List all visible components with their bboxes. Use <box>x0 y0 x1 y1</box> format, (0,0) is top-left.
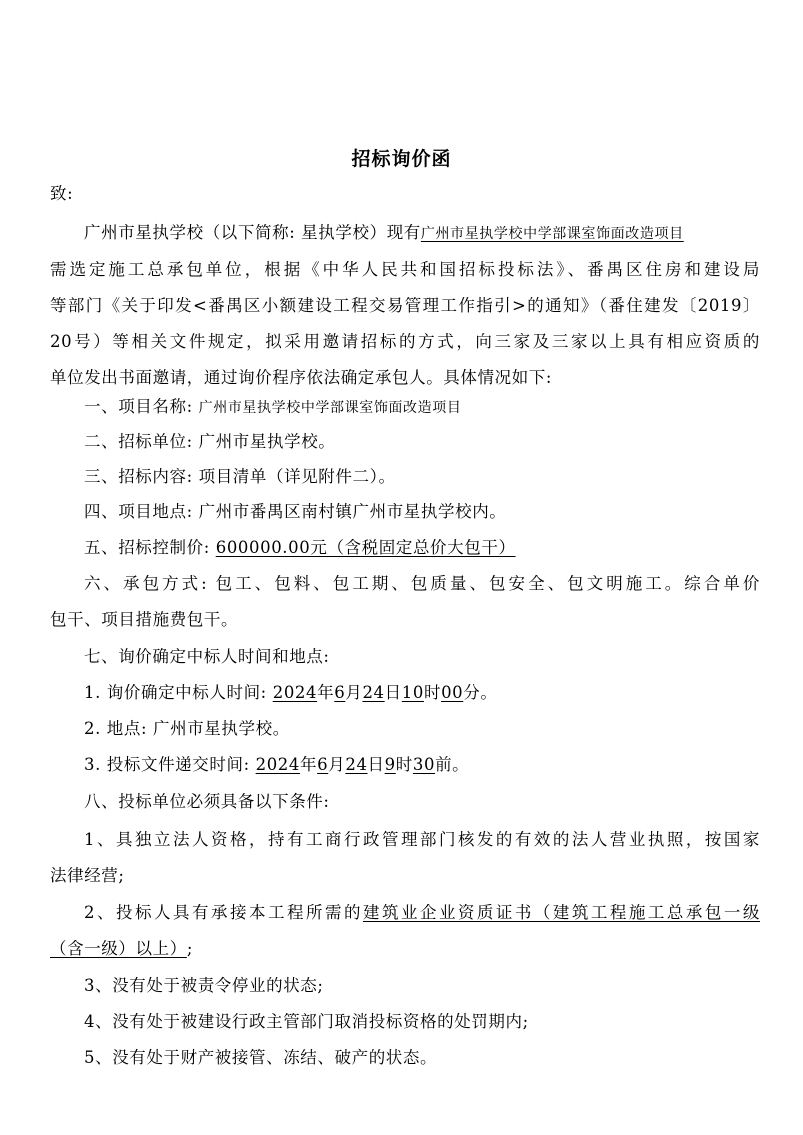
condition-5: 5、没有处于财产被接管、冻结、破产的状态。 <box>84 1048 438 1067</box>
item-control-price <box>84 534 760 558</box>
minute-unit: 分。 <box>463 683 498 702</box>
item-value: 广州市星执学校中学部课室饰面改造项目 <box>198 400 462 416</box>
hour-unit: 时 <box>423 683 442 702</box>
condition-2-line-2 <box>50 935 760 959</box>
item-label: 五、招标控制价: <box>84 538 210 557</box>
month-unit: 月 <box>345 683 363 702</box>
submission-time-label: 3. 投标文件递交时间: <box>84 755 250 774</box>
submission-hour: 9 <box>384 755 396 774</box>
condition-2-line-1 <box>84 899 760 923</box>
hour-unit: 时 <box>395 755 413 774</box>
award-month: 6 <box>334 683 346 702</box>
submission-time <box>84 751 760 775</box>
item-tender-content: 三、招标内容: 项目清单（详见附件二）。 <box>84 467 396 486</box>
month-unit: 月 <box>328 755 346 774</box>
control-price-value: 600000.00元（含税固定总价大包干） <box>215 538 516 557</box>
item-bidder-conditions: 八、投标单位必须具备以下条件: <box>84 792 330 811</box>
item-project-location: 四、项目地点: 广州市番禺区南村镇广州市星执学校内。 <box>84 502 507 521</box>
intro-line-2: 需选定施工总承包单位，根据《中华人民共和国招标投标法》、番禺区住房和建设局 <box>50 260 760 279</box>
minute-unit: 前。 <box>435 755 470 774</box>
project-name-underlined: 广州市星执学校中学部课室饰面改造项目 <box>420 226 684 242</box>
submission-month: 6 <box>317 755 329 774</box>
salutation: 致: <box>50 184 74 203</box>
qualification-requirement: 建筑业企业资质证书（建筑工程施工总承包一级 <box>362 903 760 922</box>
condition-1-line-1: 1、具独立法人资格，持有工商行政管理部门核发的有效的法人营业执照，按国家 <box>84 830 760 849</box>
submission-day: 24 <box>345 755 368 774</box>
item-project-name <box>84 393 760 417</box>
item-label: 一、项目名称: <box>84 397 193 416</box>
item-time-and-place: 七、询价确定中标人时间和地点: <box>84 647 330 666</box>
award-place: 2. 地点: 广州市星执学校。 <box>84 719 290 738</box>
intro-line-5: 单位发出书面邀请，通过询价程序依法确定承包人。具体情况如下: <box>50 368 553 387</box>
intro-line-4: 20号）等相关文件规定，拟采用邀请招标的方式，向三家及三家以上具有相应资质的 <box>50 332 760 351</box>
condition-2-text: 2、投标人具有承接本工程所需的 <box>84 903 363 922</box>
document-title: 招标询价函 <box>351 148 452 170</box>
award-time <box>84 679 760 703</box>
condition-2-end: ; <box>186 939 193 958</box>
condition-3: 3、没有处于被责令停业的状态; <box>84 976 324 995</box>
condition-4: 4、没有处于被建设行政主管部门取消投标资格的处罚期内; <box>84 1012 529 1031</box>
item-contract-mode-line-1: 六、承包方式: 包工、包料、包工期、包质量、包安全、包文明施工。综合单价 <box>84 574 760 593</box>
day-unit: 日 <box>384 683 402 702</box>
award-day: 24 <box>362 683 385 702</box>
award-minute: 00 <box>441 683 464 702</box>
award-time-label: 1. 询价确定中标人时间: <box>84 683 267 702</box>
day-unit: 日 <box>367 755 385 774</box>
year-unit: 年 <box>300 755 318 774</box>
award-hour: 10 <box>401 683 424 702</box>
year-unit: 年 <box>317 683 335 702</box>
submission-year: 2024 <box>255 755 301 774</box>
qualification-requirement-cont: （含一级）以上） <box>50 939 187 958</box>
intro-text: 广州市星执学校（以下简称: 星执学校）现有 <box>84 223 421 242</box>
submission-minute: 30 <box>412 755 436 774</box>
award-year: 2024 <box>272 683 318 702</box>
item-contract-mode-line-2: 包干、项目措施费包干。 <box>50 610 239 629</box>
condition-1-line-2: 法律经营; <box>50 866 125 885</box>
intro-line-3: 等部门《关于印发<番禺区小额建设工程交易管理工作指引>的通知》（番住建发〔2019〕 <box>50 296 760 315</box>
intro-line-1 <box>84 219 760 243</box>
item-tender-unit: 二、招标单位: 广州市星执学校。 <box>84 432 336 451</box>
